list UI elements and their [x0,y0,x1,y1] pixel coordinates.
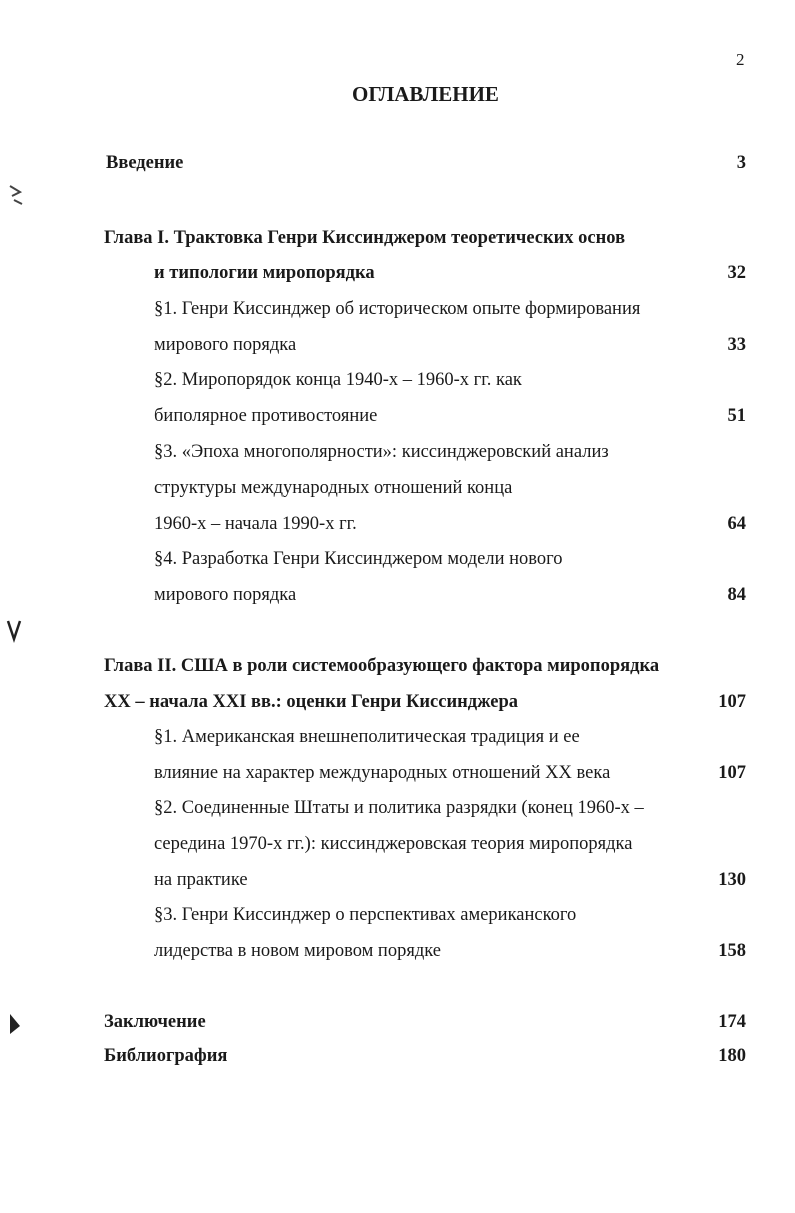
page-number: 2 [736,50,745,69]
page-title: ОГЛАВЛЕНИЕ [352,82,499,106]
toc-chapter1-title-line1: Глава I. Трактовка Генри Киссинджером теоретических основ [104,228,626,248]
toc-ch1-s2-line2: биполярное противостояние [154,406,378,426]
toc-ch1-s3-line1: §3. «Эпоха многополярности»: киссинджеровский анализ [154,442,609,462]
toc-ch2-s2-page: 130 [718,870,746,890]
scan-mark-3 [4,1010,24,1040]
toc-ch1-s4-line1: §4. Разработка Генри Киссинджером модели нового [154,549,563,569]
toc-ch1-s3-page: 64 [727,514,746,534]
toc-ch1-s3-line2: структуры международных отношений конца [154,478,513,498]
toc-ch1-s1-page: 33 [727,335,746,355]
toc-intro-page: 3 [736,153,746,173]
toc-ch1-s3-line3: 1960-х – начала 1990-х гг. [154,514,357,534]
toc-conclusion-label: Заключение [104,1012,206,1032]
toc-ch1-s1-line1: §1. Генри Киссинджер об историческом опыте формирования [154,299,641,319]
toc-ch2-s1-line2: влияние на характер международных отношений XX века [154,763,611,783]
toc-chapter1-title-line2: и типологии миропорядка [154,263,375,283]
toc-ch2-s2-line1: §2. Соединенные Штаты и политика разрядки (конец 1960-х – [154,798,644,818]
toc-intro-label: Введение [106,153,184,173]
toc-ch1-s1-line2: мирового порядка [154,335,297,355]
toc-ch1-s2-page: 51 [727,406,746,426]
toc-chapter1-page: 32 [727,263,746,283]
toc-bibliography-label: Библиография [104,1046,228,1066]
toc-ch2-s2-line2: середина 1970-х гг.): киссинджеровская теория миропорядка [154,834,633,854]
toc-chapter2-title-line1: Глава II. США в роли системообразующего фактора миропорядка [104,656,660,676]
toc-conclusion-page: 174 [718,1012,746,1032]
toc-chapter2-page: 107 [718,692,746,712]
toc-ch2-s3-page: 158 [718,941,746,961]
toc-ch2-s2-line3: на практике [154,870,248,890]
toc-ch2-s3-line1: §3. Генри Киссинджер о перспективах американского [154,905,577,925]
toc-bibliography-page: 180 [718,1046,746,1066]
toc-ch1-s4-page: 84 [727,585,746,605]
toc-chapter2-title-line2: XX – начала XXI вв.: оценки Генри Киссинджера [104,692,519,712]
toc-ch2-s3-line2: лидерства в новом мировом порядке [154,941,441,961]
toc-ch2-s1-line1: §1. Американская внешнеполитическая традиция и ее [154,727,580,747]
scan-mark-2 [4,615,24,645]
toc-ch1-s2-line1: §2. Миропорядок конца 1940-х – 1960-х гг. как [154,370,522,390]
toc-ch2-s1-page: 107 [718,763,746,783]
scan-mark-1 [6,182,26,212]
toc-ch1-s4-line2: мирового порядка [154,585,297,605]
